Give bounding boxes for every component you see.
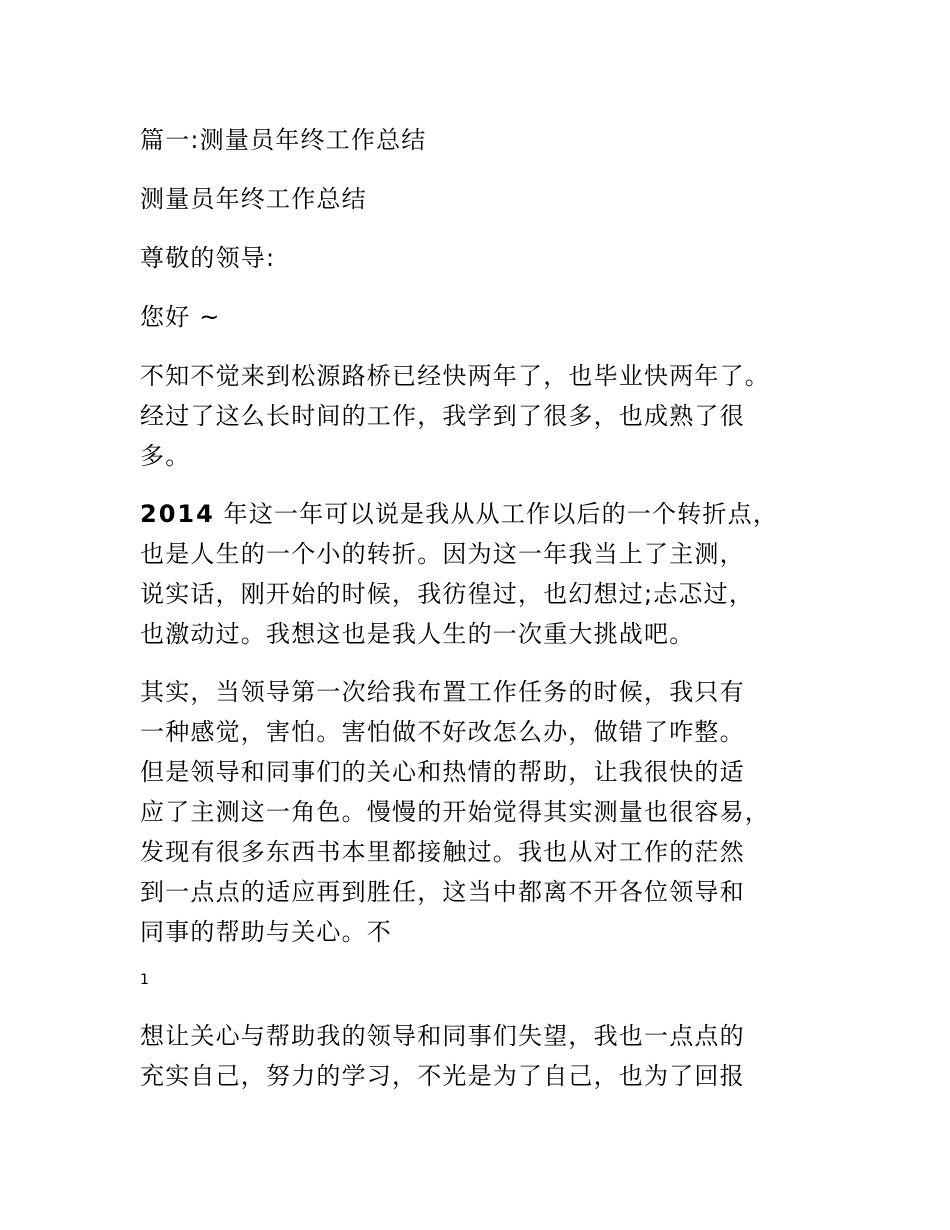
paragraph-line: 想让关心与帮助我的领导和同事们失望，我也一点点的 (140, 1022, 745, 1050)
paragraph-line: 一种感觉，害怕。害怕做不好改怎么办，做错了咋整。 (140, 718, 745, 746)
paragraph-line: 其实，当领导第一次给我布置工作任务的时候，我只有 (140, 678, 745, 706)
year-text: 2014 (140, 500, 215, 528)
paragraph-line: 说实话，刚开始的时候，我彷徨过，也幻想过;忐忑过， (140, 580, 755, 608)
paragraph-line: 也是人生的一个小的转折。因为这一年我当上了主测， (140, 540, 745, 568)
paragraph-line: 多。 (140, 442, 191, 470)
page-number: 1 (140, 972, 149, 988)
document-title: 测量员年终工作总结 (140, 185, 367, 213)
paragraph-line: 应了主测这一角色。慢慢的开始觉得其实测量也很容易， (140, 798, 770, 826)
paragraph-1 (140, 356, 820, 476)
document-page (140, 120, 820, 1114)
paragraph-4 (140, 1016, 820, 1096)
paragraph-line: 但是领导和同事们的关心和热情的帮助，让我很快的适 (140, 758, 745, 786)
paragraph-2 (140, 494, 820, 654)
greeting: 您好 ~ (140, 303, 221, 331)
section-heading: 篇一:测量员年终工作总结 (140, 126, 427, 154)
paragraph-line-text: 年这一年可以说是我从从工作以后的一个转折点， (214, 500, 779, 528)
paragraph-line: 同事的帮助与关心。不 (140, 918, 392, 946)
salutation: 尊敬的领导: (140, 244, 276, 272)
paragraph-line: 发现有很多东西书本里都接触过。我也从对工作的茫然 (140, 838, 745, 866)
paragraph-line (140, 494, 820, 534)
paragraph-line: 经过了这么长时间的工作，我学到了很多，也成熟了很 (140, 402, 745, 430)
paragraph-line: 充实自己，努力的学习，不光是为了自己，也为了回报 (140, 1062, 745, 1090)
paragraph-line: 也激动过。我想这也是我人生的一次重大挑战吧。 (140, 620, 695, 648)
paragraph-line: 到一点点的适应再到胜任，这当中都离不开各位领导和 (140, 878, 745, 906)
paragraph-line: 不知不觉来到松源路桥已经快两年了，也毕业快两年了。 (140, 362, 770, 390)
paragraph-3 (140, 672, 820, 952)
